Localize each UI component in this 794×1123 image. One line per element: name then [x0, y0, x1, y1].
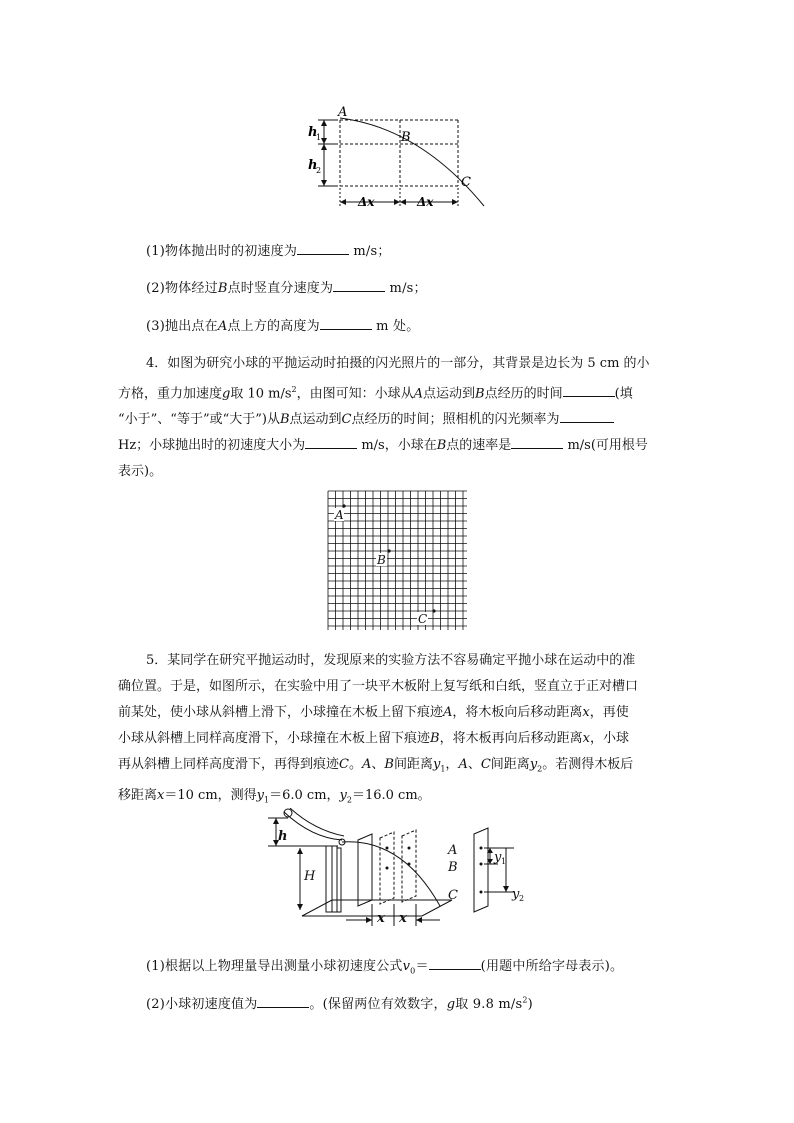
answer-blank[interactable]	[333, 279, 385, 292]
y1-label: y	[494, 850, 502, 865]
delta-x-label-1: Δx	[358, 195, 375, 209]
answer-blank[interactable]	[320, 317, 372, 330]
delta-x-label-2: Δx	[417, 195, 434, 209]
point-c-label: C	[448, 888, 458, 903]
point-b-dot	[387, 549, 390, 552]
point-b-label: B	[448, 860, 458, 875]
point-c-label: C	[418, 612, 428, 626]
y2-subscript: 2	[519, 894, 525, 903]
h2-subscript: 2	[316, 166, 322, 175]
h-label: h	[278, 829, 288, 844]
answer-blank[interactable]	[563, 384, 615, 397]
apparatus-figure	[262, 808, 542, 938]
point-c-label: C	[461, 175, 471, 190]
y2-label: y	[512, 887, 520, 902]
h1-label: h	[308, 125, 318, 140]
flash-photo-grid	[327, 490, 467, 630]
point-b-label: B	[377, 553, 386, 567]
q5-sub2: (2)小球初速度值为 。(保留两位有效数字，g取 9.8 $m/s^2$)	[146, 995, 533, 1012]
H-label: H	[304, 869, 316, 884]
question-4: 4．如图为研究小球的平抛运动时拍摄的闪光照片的一部分，其背景是边长为 5 cm 的小 方格，重力加速度g取 10 $m/s^2$，由图可知：小球从A点运动到B点经历的时间 (填 “小于”、“等于”或“大于”)从B点运动到C点经历的时间；照相机的闪光频率为 Hz；小球抛出时的初速度大小为 m/s，小球在B点的速率是 m/s(可用根号 表示)。	[118, 356, 650, 480]
q3-sub2: (2)物体经过B点时竖直分速度为 m/s；	[146, 281, 427, 296]
point-a-label: A	[335, 508, 344, 522]
point-b-label: B	[401, 130, 411, 145]
point-a-label: A	[338, 105, 348, 120]
answer-blank[interactable]	[305, 436, 357, 449]
answer-blank[interactable]	[297, 242, 349, 255]
h1-subscript: 1	[316, 133, 322, 142]
question-5: 5．某同学在研究平抛运动时，发现原来的实验方法不容易确定平抛小球在运动中的准 确位置。于是，如图所示，在实验中用了一块平木板附上复写纸和白纸，竖直立于正对槽口 前某处，使小球从斜槽上滑下，小球撞在木板上留下痕迹A，将木板向后移动距离x，再使 小球从斜槽上同样高度滑下，小球撞在木板上留下痕迹B，将木板再向后移动距离x，小球 再从斜槽上同样高度滑下，再得到痕迹C。A、B间距离$y_1$，A、C间距离$y_2$。若测得木板后 移距离x＝10 cm，测得$y_1=6.0$ cm，$y_2=16.0$ cm。	[118, 653, 639, 805]
answer-blank[interactable]	[429, 957, 481, 970]
trajectory-figure-1	[300, 104, 500, 214]
answer-blank[interactable]	[560, 410, 614, 423]
y1-subscript: 1	[501, 857, 507, 866]
x-label-1: x	[377, 911, 385, 926]
point-c-dot	[432, 609, 435, 612]
q3-sub1: (1)物体抛出时的初速度为 m/s；	[146, 244, 391, 259]
h2-label: h	[308, 158, 318, 173]
q5-sub1: (1)根据以上物理量导出测量小球初速度公式$v_0=$ (用题中所给字母表示)。	[146, 959, 624, 976]
point-a-label: A	[448, 843, 458, 858]
answer-blank[interactable]	[257, 995, 309, 1008]
q3-sub3: (3)抛出点在A点上方的高度为 m 处。	[146, 319, 420, 334]
x-label-2: x	[399, 911, 407, 926]
answer-blank[interactable]	[511, 436, 563, 449]
